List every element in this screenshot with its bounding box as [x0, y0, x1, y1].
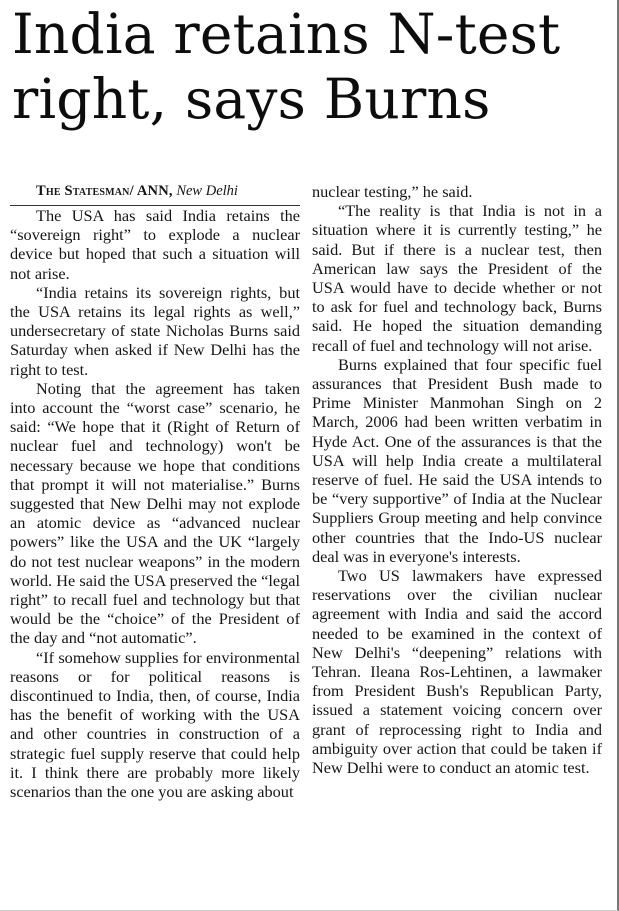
column-right — [312, 182, 602, 777]
byline-place: New Delhi — [176, 183, 238, 199]
paragraph: “The reality is that India is not in a situation where it is currently testing,” he said. But if there is a nuclear test, then American law says the President of the USA would have to decide whether or not to ask for fuel and technology back, Burns said. He hoped the situation demanding recall of fuel and technology will not arise. — [312, 201, 602, 355]
paragraph: Noting that the agreement has taken into account the “worst case” scenario, he said: “We hope that it (Right of Return of nuclear fuel and technology) won't be necessary because we hope that conditions that prompt it will not materialise.” Burns suggested that New Delhi may not explode an atomic device as “advanced nuclear powers” like the USA and the UK “largely do not test nuclear weapons” in the modern world. He said the USA preserved the “legal right” to recall fuel and technology but that would be the “choice” of the President of the day and “not automatic”. — [10, 378, 300, 648]
headline-line-1: India retains N-test — [12, 2, 561, 66]
headline-line-2: right, says Burns — [12, 67, 491, 131]
byline — [10, 182, 300, 206]
paragraph: “If somehow supplies for environmental reasons or for political reasons is discontinued to India, then, of course, India has the benefit of working with the USA and other countries in construction of a strategic fuel supply reserve that could help it. I think there are probably more likely scenarios than the one you are asking about — [10, 647, 300, 802]
paragraph: Two US lawmakers have expressed reservations over the civilian nuclear agreement with India and said the accord needed to be examined in the context of New Delhi's “deepening” relations with Tehran. Ileana Ros-Lehtinen, a lawmaker from President Bush's Republican Party, issued a statement voicing concern over grant of reprocessing right to India and ambiguity over action that could be taken if New Delhi were to conduct an atomic test. — [312, 566, 602, 778]
column-left — [10, 182, 300, 801]
paragraph: “India retains its sovereign rights, but the USA retains its legal rights as well,” undersecretary of state Nicholas Burns said Saturday when asked if New Delhi has the right to test. — [10, 282, 300, 379]
article-body — [10, 182, 610, 904]
byline-agency: The Statesman/ ANN, — [36, 183, 173, 199]
paragraph-continued: nuclear testing,” he said. — [312, 182, 473, 201]
headline — [12, 2, 612, 132]
paragraph: The USA has said India retains the “sovereign right” to explode a nuclear device but hoped that such a situation will not arise. — [10, 206, 300, 283]
paragraph: Burns explained that four specific fuel assurances that President Bush made to Prime Minister Manmohan Singh on 2 March, 2006 had been written verbatim in Hyde Act. One of the assurances is that the USA will help India create a multilateral reserve of fuel. He said the USA intends to be “very supportive” of India at the Nuclear Suppliers Group meeting and help convince other countries that the Indo-US nuclear deal was in everyone's interests. — [312, 354, 602, 566]
